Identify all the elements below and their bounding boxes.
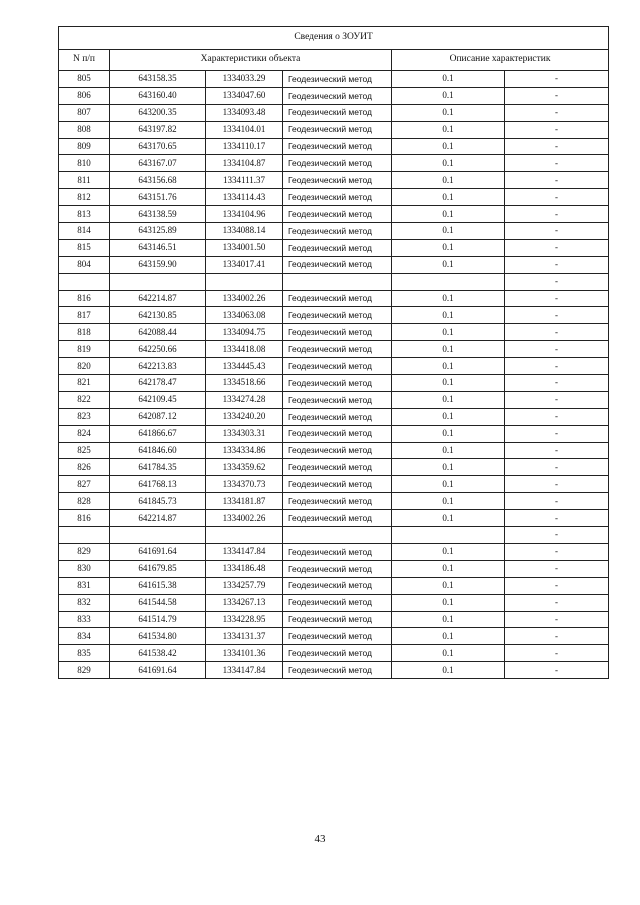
cell-x: 643125.89	[110, 223, 206, 240]
cell-desc: -	[505, 138, 609, 155]
cell-x: 641615.38	[110, 577, 206, 594]
cell-value: 0.1	[392, 543, 505, 560]
cell-desc: -	[505, 290, 609, 307]
cell-y: 1334186.48	[206, 560, 283, 577]
table-row	[59, 577, 609, 594]
cell-method: Геодезический метод	[283, 290, 392, 307]
cell-method: Геодезический метод	[283, 645, 392, 662]
cell-num: 822	[59, 391, 110, 408]
page-number: 43	[314, 833, 326, 845]
cell-value	[392, 527, 505, 544]
cell-num: 808	[59, 121, 110, 138]
cell-y: 1334047.60	[206, 87, 283, 104]
cell-desc: -	[505, 256, 609, 273]
cell-desc: -	[505, 543, 609, 560]
cell-num: 804	[59, 256, 110, 273]
cell-desc: -	[505, 442, 609, 459]
cell-x: 643138.59	[110, 206, 206, 223]
cell-method: Геодезический метод	[283, 442, 392, 459]
table-row	[59, 71, 609, 88]
cell-y: 1334228.95	[206, 611, 283, 628]
cell-value: 0.1	[392, 493, 505, 510]
cell-num: 817	[59, 307, 110, 324]
cell-y: 1334114.43	[206, 189, 283, 206]
cell-x: 642109.45	[110, 391, 206, 408]
cell-num: 828	[59, 493, 110, 510]
cell-desc: -	[505, 189, 609, 206]
cell-method: Геодезический метод	[283, 628, 392, 645]
cell-method: Геодезический метод	[283, 307, 392, 324]
cell-y: 1334104.01	[206, 121, 283, 138]
cell-y: 1334240.20	[206, 408, 283, 425]
cell-method: Геодезический метод	[283, 206, 392, 223]
cell-x: 641768.13	[110, 476, 206, 493]
cell-value: 0.1	[392, 425, 505, 442]
table-row	[59, 442, 609, 459]
cell-value: 0.1	[392, 560, 505, 577]
table-row	[59, 290, 609, 307]
cell-y: 1334418.08	[206, 341, 283, 358]
table-row	[59, 172, 609, 189]
cell-method: Геодезический метод	[283, 239, 392, 256]
cell-method: Геодезический метод	[283, 611, 392, 628]
table-row	[59, 87, 609, 104]
cell-method: Геодезический метод	[283, 358, 392, 375]
cell-value: 0.1	[392, 307, 505, 324]
cell-x: 643158.35	[110, 71, 206, 88]
cell-method: Геодезический метод	[283, 138, 392, 155]
cell-x: 643151.76	[110, 189, 206, 206]
cell-y: 1334370.73	[206, 476, 283, 493]
cell-value: 0.1	[392, 476, 505, 493]
table-header-row	[59, 50, 609, 71]
cell-y: 1334257.79	[206, 577, 283, 594]
cell-desc: -	[505, 375, 609, 392]
header-description: Описание характеристик	[392, 50, 609, 71]
table-row	[59, 223, 609, 240]
cell-value: 0.1	[392, 87, 505, 104]
cell-num: 826	[59, 459, 110, 476]
cell-value: 0.1	[392, 324, 505, 341]
table-row	[59, 662, 609, 679]
cell-desc: -	[505, 645, 609, 662]
cell-x: 641544.58	[110, 594, 206, 611]
cell-desc: -	[505, 324, 609, 341]
cell-y: 1334002.26	[206, 510, 283, 527]
table-row	[59, 408, 609, 425]
cell-x: 641538.42	[110, 645, 206, 662]
cell-value: 0.1	[392, 358, 505, 375]
cell-num: 818	[59, 324, 110, 341]
cell-y	[206, 273, 283, 290]
cell-method: Геодезический метод	[283, 121, 392, 138]
cell-desc: -	[505, 611, 609, 628]
table-row	[59, 155, 609, 172]
cell-method: Геодезический метод	[283, 425, 392, 442]
cell-value: 0.1	[392, 459, 505, 476]
cell-value: 0.1	[392, 71, 505, 88]
cell-desc: -	[505, 87, 609, 104]
cell-desc: -	[505, 459, 609, 476]
cell-num: 816	[59, 290, 110, 307]
cell-desc: -	[505, 341, 609, 358]
cell-value: 0.1	[392, 138, 505, 155]
table-row	[59, 256, 609, 273]
cell-num: 835	[59, 645, 110, 662]
cell-num: 834	[59, 628, 110, 645]
cell-x: 643170.65	[110, 138, 206, 155]
cell-value: 0.1	[392, 577, 505, 594]
table-row	[59, 273, 609, 290]
cell-num: 807	[59, 104, 110, 121]
cell-x: 643146.51	[110, 239, 206, 256]
cell-y: 1334518.66	[206, 375, 283, 392]
cell-num: 821	[59, 375, 110, 392]
cell-method: Геодезический метод	[283, 341, 392, 358]
cell-desc: -	[505, 408, 609, 425]
cell-x: 643200.35	[110, 104, 206, 121]
cell-num: 813	[59, 206, 110, 223]
cell-num: 831	[59, 577, 110, 594]
cell-method: Геодезический метод	[283, 543, 392, 560]
cell-y: 1334334.86	[206, 442, 283, 459]
cell-x: 643156.68	[110, 172, 206, 189]
cell-x: 642130.85	[110, 307, 206, 324]
cell-value: 0.1	[392, 239, 505, 256]
cell-desc: -	[505, 425, 609, 442]
document-page	[58, 26, 608, 679]
cell-num	[59, 527, 110, 544]
cell-method: Геодезический метод	[283, 510, 392, 527]
cell-y: 1334033.29	[206, 71, 283, 88]
table-row	[59, 375, 609, 392]
table-row	[59, 391, 609, 408]
cell-y: 1334111.37	[206, 172, 283, 189]
cell-x: 641691.64	[110, 662, 206, 679]
cell-y: 1334063.08	[206, 307, 283, 324]
cell-desc: -	[505, 358, 609, 375]
cell-y: 1334001.50	[206, 239, 283, 256]
cell-desc: -	[505, 121, 609, 138]
cell-desc: -	[505, 223, 609, 240]
cell-method: Геодезический метод	[283, 459, 392, 476]
cell-y: 1334274.28	[206, 391, 283, 408]
cell-method: Геодезический метод	[283, 476, 392, 493]
table-row	[59, 476, 609, 493]
cell-value: 0.1	[392, 611, 505, 628]
cell-num: 809	[59, 138, 110, 155]
cell-desc: -	[505, 391, 609, 408]
cell-num: 811	[59, 172, 110, 189]
cell-y: 1334017.41	[206, 256, 283, 273]
cell-value: 0.1	[392, 391, 505, 408]
cell-desc: -	[505, 594, 609, 611]
cell-desc: -	[505, 155, 609, 172]
table-row	[59, 560, 609, 577]
cell-desc: -	[505, 476, 609, 493]
cell-method: Геодезический метод	[283, 189, 392, 206]
table-row	[59, 645, 609, 662]
cell-num: 816	[59, 510, 110, 527]
cell-desc: -	[505, 662, 609, 679]
cell-method: Геодезический метод	[283, 408, 392, 425]
cell-x: 642213.83	[110, 358, 206, 375]
cell-method	[283, 527, 392, 544]
cell-x	[110, 527, 206, 544]
table-row	[59, 628, 609, 645]
cell-x: 641845.73	[110, 493, 206, 510]
table-row	[59, 189, 609, 206]
cell-y: 1334445.43	[206, 358, 283, 375]
cell-num: 805	[59, 71, 110, 88]
cell-desc: -	[505, 628, 609, 645]
cell-value: 0.1	[392, 172, 505, 189]
table-body	[59, 27, 609, 679]
cell-x: 641514.79	[110, 611, 206, 628]
cell-x	[110, 273, 206, 290]
cell-y: 1334101.36	[206, 645, 283, 662]
table-row	[59, 206, 609, 223]
cell-x: 641534.80	[110, 628, 206, 645]
cell-value: 0.1	[392, 628, 505, 645]
cell-y: 1334002.26	[206, 290, 283, 307]
cell-num: 823	[59, 408, 110, 425]
header-characteristics: Характеристики объекта	[110, 50, 392, 71]
cell-desc: -	[505, 307, 609, 324]
cell-desc: -	[505, 527, 609, 544]
table-row	[59, 527, 609, 544]
table-row	[59, 104, 609, 121]
cell-num: 829	[59, 662, 110, 679]
cell-desc: -	[505, 71, 609, 88]
cell-x: 642214.87	[110, 510, 206, 527]
cell-method: Геодезический метод	[283, 87, 392, 104]
header-num: N п/п	[59, 50, 110, 71]
cell-value: 0.1	[392, 223, 505, 240]
cell-y: 1334088.14	[206, 223, 283, 240]
cell-value: 0.1	[392, 290, 505, 307]
cell-y: 1334094.75	[206, 324, 283, 341]
cell-value: 0.1	[392, 104, 505, 121]
cell-y: 1334181.87	[206, 493, 283, 510]
cell-method: Геодезический метод	[283, 155, 392, 172]
cell-desc: -	[505, 172, 609, 189]
cell-x: 641846.60	[110, 442, 206, 459]
cell-y: 1334110.17	[206, 138, 283, 155]
cell-desc: -	[505, 510, 609, 527]
cell-value: 0.1	[392, 375, 505, 392]
cell-value: 0.1	[392, 594, 505, 611]
cell-method: Геодезический метод	[283, 223, 392, 240]
cell-y: 1334104.87	[206, 155, 283, 172]
cell-num: 827	[59, 476, 110, 493]
cell-method: Геодезический метод	[283, 493, 392, 510]
cell-y: 1334147.84	[206, 543, 283, 560]
cell-value: 0.1	[392, 256, 505, 273]
cell-method: Геодезический метод	[283, 256, 392, 273]
table-row	[59, 594, 609, 611]
cell-num: 833	[59, 611, 110, 628]
cell-y: 1334147.84	[206, 662, 283, 679]
cell-y: 1334267.13	[206, 594, 283, 611]
cell-value: 0.1	[392, 189, 505, 206]
cell-x: 641866.67	[110, 425, 206, 442]
cell-y: 1334303.31	[206, 425, 283, 442]
cell-x: 642178.47	[110, 375, 206, 392]
cell-value	[392, 273, 505, 290]
cell-desc: -	[505, 206, 609, 223]
table-row	[59, 138, 609, 155]
cell-x: 642088.44	[110, 324, 206, 341]
table-row	[59, 239, 609, 256]
table-row	[59, 341, 609, 358]
table-row	[59, 611, 609, 628]
table-row	[59, 425, 609, 442]
cell-desc: -	[505, 239, 609, 256]
cell-num: 824	[59, 425, 110, 442]
table-title: Сведения о ЗОУИТ	[59, 27, 609, 50]
cell-x: 643159.90	[110, 256, 206, 273]
cell-x: 642087.12	[110, 408, 206, 425]
cell-x: 642214.87	[110, 290, 206, 307]
cell-desc: -	[505, 577, 609, 594]
cell-num: 820	[59, 358, 110, 375]
table-title-row	[59, 27, 609, 50]
cell-method: Геодезический метод	[283, 375, 392, 392]
cell-method: Геодезический метод	[283, 560, 392, 577]
cell-x: 643197.82	[110, 121, 206, 138]
cell-y: 1334359.62	[206, 459, 283, 476]
table-row	[59, 307, 609, 324]
cell-num: 812	[59, 189, 110, 206]
cell-num: 829	[59, 543, 110, 560]
cell-num: 819	[59, 341, 110, 358]
cell-method: Геодезический метод	[283, 71, 392, 88]
cell-x: 641784.35	[110, 459, 206, 476]
cell-value: 0.1	[392, 341, 505, 358]
cell-value: 0.1	[392, 206, 505, 223]
cell-y: 1334104.96	[206, 206, 283, 223]
cell-desc: -	[505, 493, 609, 510]
cell-desc: -	[505, 273, 609, 290]
table-row	[59, 358, 609, 375]
cell-num: 832	[59, 594, 110, 611]
cell-y: 1334131.37	[206, 628, 283, 645]
cell-num: 830	[59, 560, 110, 577]
cell-y: 1334093.48	[206, 104, 283, 121]
cell-method	[283, 273, 392, 290]
cell-value: 0.1	[392, 510, 505, 527]
cell-method: Геодезический метод	[283, 104, 392, 121]
cell-value: 0.1	[392, 645, 505, 662]
table-row	[59, 543, 609, 560]
cell-y	[206, 527, 283, 544]
cell-num: 806	[59, 87, 110, 104]
cell-method: Геодезический метод	[283, 172, 392, 189]
zouit-table	[58, 26, 609, 679]
cell-num: 815	[59, 239, 110, 256]
cell-x: 643167.07	[110, 155, 206, 172]
cell-num: 814	[59, 223, 110, 240]
cell-value: 0.1	[392, 155, 505, 172]
cell-value: 0.1	[392, 121, 505, 138]
cell-method: Геодезический метод	[283, 662, 392, 679]
table-row	[59, 493, 609, 510]
cell-desc: -	[505, 104, 609, 121]
cell-method: Геодезический метод	[283, 594, 392, 611]
cell-method: Геодезический метод	[283, 324, 392, 341]
cell-value: 0.1	[392, 408, 505, 425]
table-row	[59, 459, 609, 476]
cell-value: 0.1	[392, 442, 505, 459]
cell-num: 810	[59, 155, 110, 172]
table-row	[59, 324, 609, 341]
cell-x: 641679.85	[110, 560, 206, 577]
cell-value: 0.1	[392, 662, 505, 679]
cell-method: Геодезический метод	[283, 391, 392, 408]
cell-desc: -	[505, 560, 609, 577]
cell-num: 825	[59, 442, 110, 459]
cell-x: 641691.64	[110, 543, 206, 560]
table-row	[59, 510, 609, 527]
table-row	[59, 121, 609, 138]
cell-num	[59, 273, 110, 290]
cell-x: 643160.40	[110, 87, 206, 104]
cell-x: 642250.66	[110, 341, 206, 358]
cell-method: Геодезический метод	[283, 577, 392, 594]
